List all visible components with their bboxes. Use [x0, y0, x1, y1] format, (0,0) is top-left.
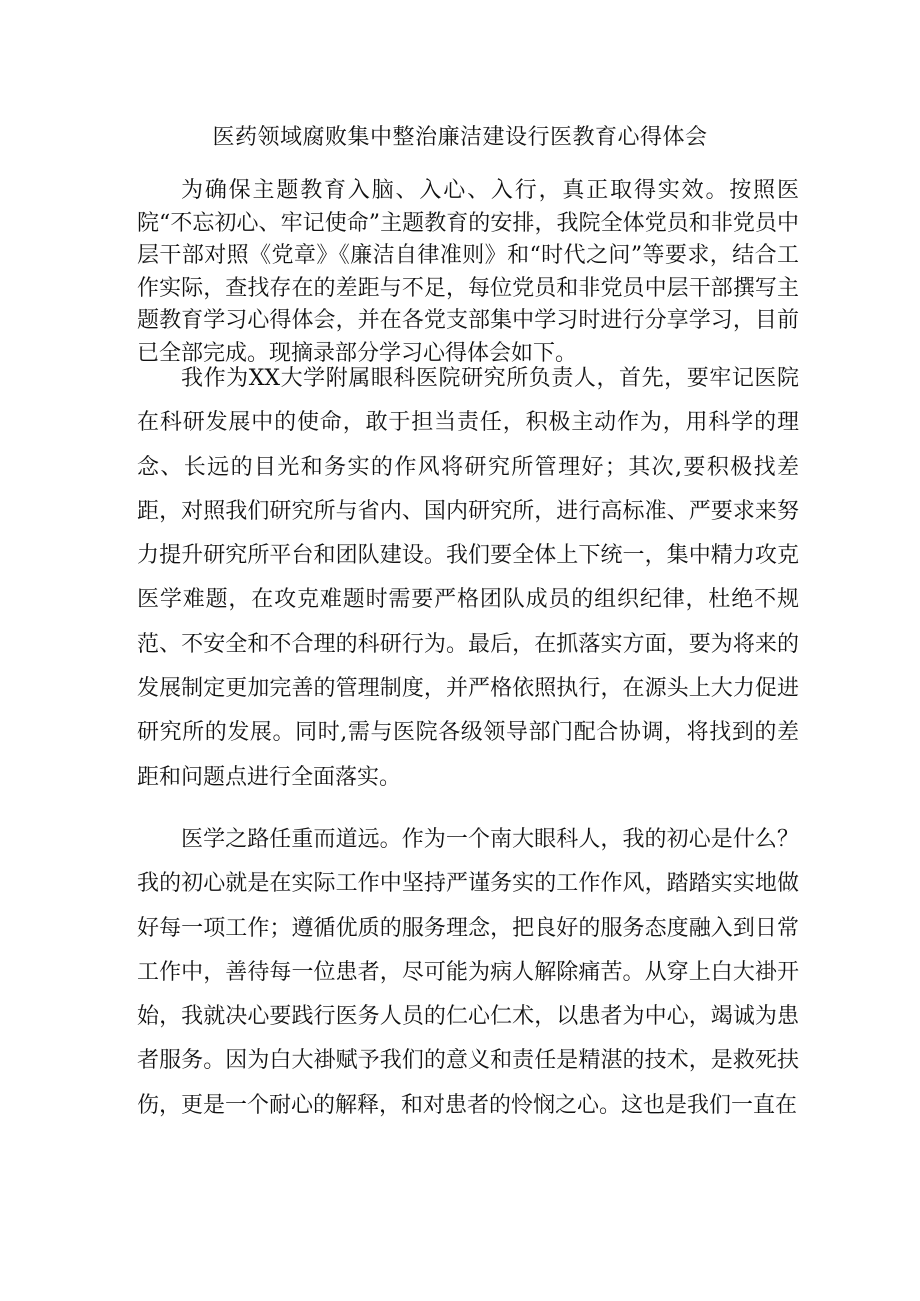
- paragraph-research-institute: 我作为XX大学附属眼科医院研究所负责人，首先，要牢记医院在科研发展中的使命，敢于担当责任，积极主动作为，用科学的理念、长远的目光和务实的作风将研究所管理好；其次,要积极找差距，对照我们研究所与省内、国内研究所，进行高标准、严要求来努力提升研究所平台和团队建设。我们要全体上下统一，集中精力攻克医学难题，在攻克难题时需要严格团队成员的组织纪律，杜绝不规范、不安全和不合理的科研行为。最后，在抓落实方面，要为将来的发展制定更加完善的管理制度，并严格依照执行，在源头上大力促进研究所的发展。同时,需与医院各级领导部门配合协调，将找到的差距和问题点进行全面落实。: [137, 366, 799, 790]
- paragraph-original-aspiration: 医学之路任重而道远。作为一个南大眼科人，我的初心是什么？我的初心就是在实际工作中坚持严谨务实的工作作风，踏踏实实地做好每一项工作；遵循优质的服务理念，把良好的服务态度融入到日常工作中，善待每一位患者，尽可能为病人解除痛苦。从穿上白大褂开始，我就决心要践行医务人员的仁心仁术，以患者为中心，竭诚为患者服务。因为白大褂赋予我们的意义和责任是精湛的技术，是救死扶伤，更是一个耐心的解释，和对患者的怜悯之心。这也是我们一直在: [137, 827, 799, 1118]
- document-title: 医药领域腐败集中整治廉洁建设行医教育心得体会: [212, 125, 708, 150]
- paragraph-intro: 为确保主题教育入脑、入心、入行，真正取得实效。按照医院“不忘初心、牢记使命”主题教育的安排，我院全体党员和非党员中层干部对照《党章》《廉洁自律准则》和“时代之问”等要求，结合工作实际，查找存在的差距与不足，每位党员和非党员中层干部撰写主题教育学习心得体会，并在各党支部集中学习时进行分享学习，目前已全部完成。现摘录部分学习心得体会如下。: [137, 178, 799, 366]
